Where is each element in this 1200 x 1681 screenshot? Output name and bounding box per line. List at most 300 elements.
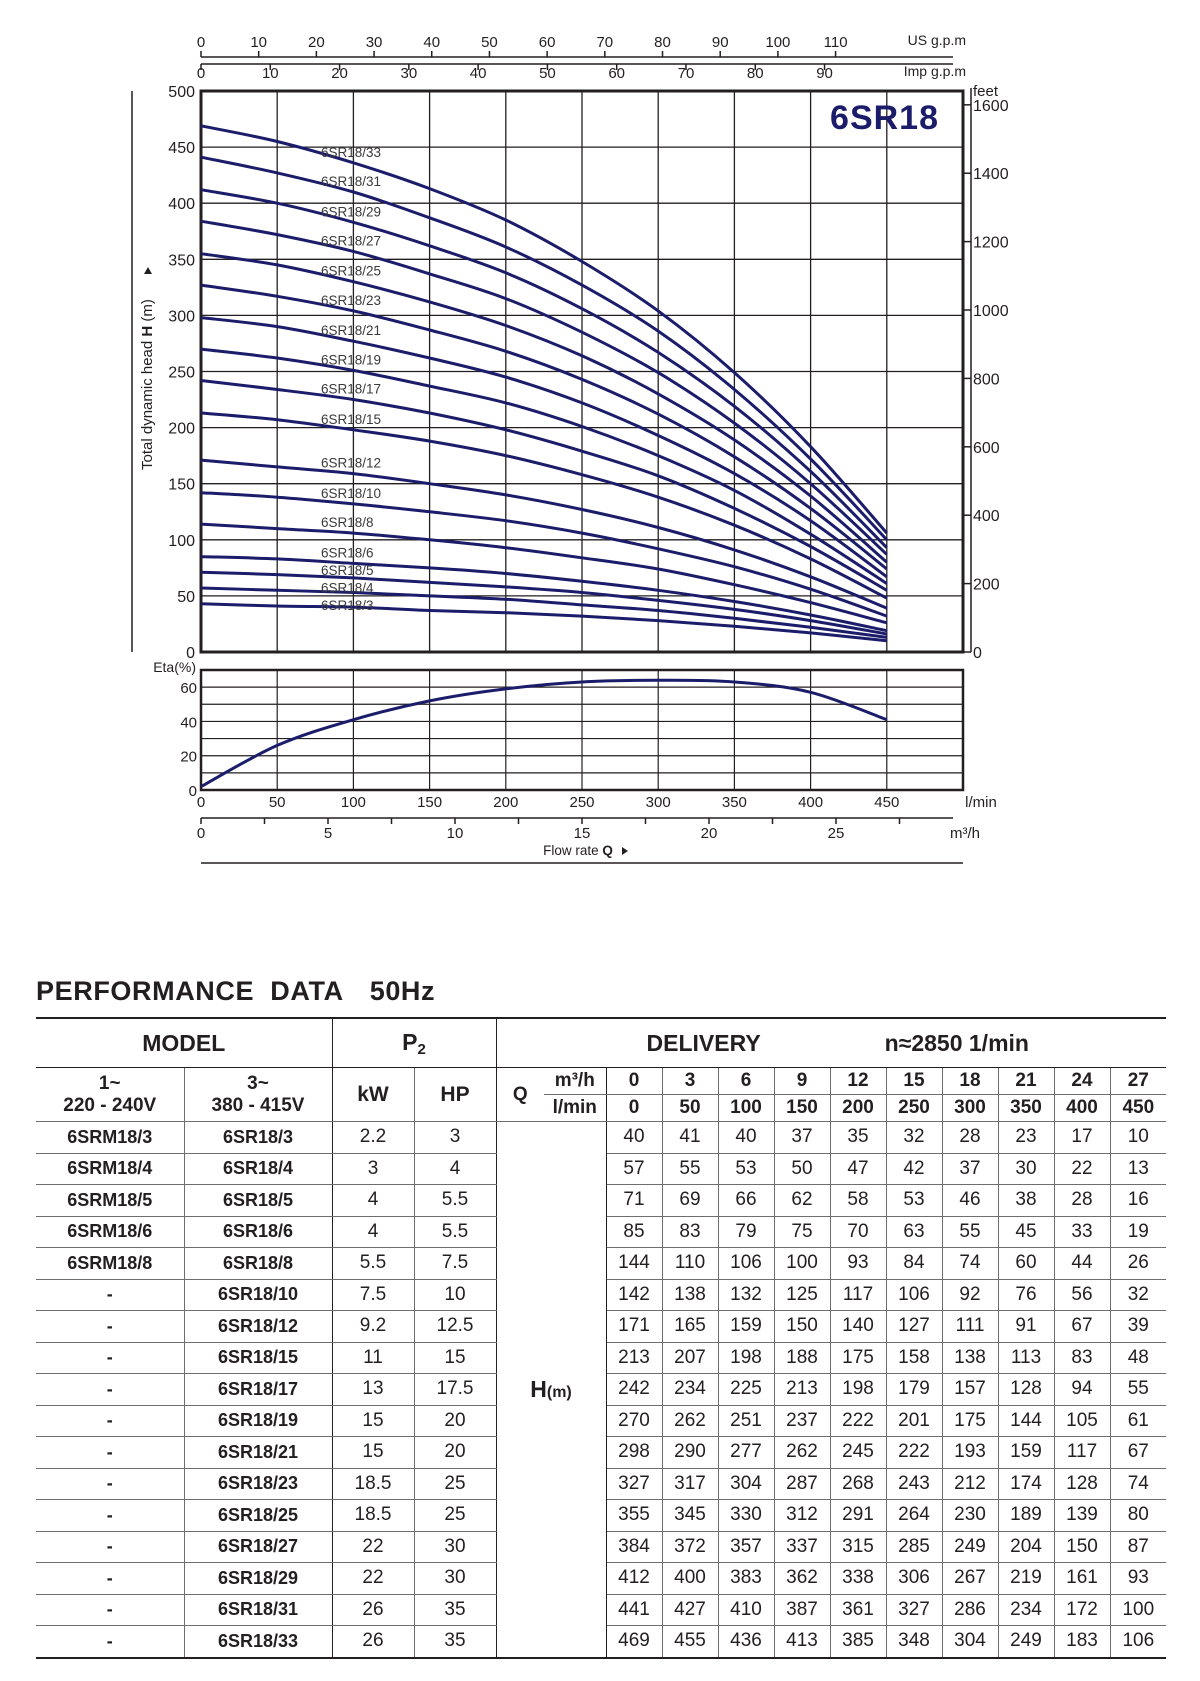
head-value: 290 bbox=[662, 1437, 718, 1469]
imp-gpm-unit: Imp g.p.m bbox=[903, 63, 966, 79]
hp-value: 25 bbox=[414, 1468, 496, 1500]
head-value: 38 bbox=[998, 1185, 1054, 1217]
p2-header bbox=[332, 1018, 496, 1068]
head-value: 128 bbox=[998, 1374, 1054, 1406]
head-value: 157 bbox=[942, 1374, 998, 1406]
head-value: 361 bbox=[830, 1594, 886, 1626]
feet-tick-label: 600 bbox=[973, 439, 1000, 457]
head-value: 441 bbox=[606, 1594, 662, 1626]
y-tick-label: 100 bbox=[168, 532, 195, 550]
performance-data-section bbox=[36, 975, 1166, 1659]
head-value: 28 bbox=[1054, 1185, 1110, 1217]
head-value: 317 bbox=[662, 1468, 718, 1500]
lmin-tick-label: 100 bbox=[340, 794, 366, 811]
head-value: 70 bbox=[830, 1216, 886, 1248]
head-value: 436 bbox=[718, 1626, 774, 1658]
head-value: 106 bbox=[718, 1248, 774, 1280]
kw-value: 4 bbox=[332, 1216, 414, 1248]
head-value: 28 bbox=[942, 1122, 998, 1154]
head-value: 30 bbox=[998, 1153, 1054, 1185]
hp-value: 17.5 bbox=[414, 1374, 496, 1406]
series-label: 6SR18/17 bbox=[321, 381, 382, 397]
head-value: 66 bbox=[718, 1185, 774, 1217]
eta-tick-label: 40 bbox=[180, 714, 197, 732]
hp-value: 10 bbox=[414, 1279, 496, 1311]
y-tick-label: 150 bbox=[168, 476, 195, 494]
head-value: 55 bbox=[1110, 1374, 1166, 1406]
feet-tick-label: 400 bbox=[973, 508, 1000, 526]
head-value: 32 bbox=[886, 1122, 942, 1154]
head-value: 315 bbox=[830, 1531, 886, 1563]
q-lmin-header: 250 bbox=[886, 1095, 942, 1122]
head-value: 262 bbox=[662, 1405, 718, 1437]
head-value: 69 bbox=[662, 1185, 718, 1217]
curve-6sr18-29 bbox=[201, 190, 887, 548]
kw-value: 22 bbox=[332, 1563, 414, 1595]
y-axis-label-part: (m) bbox=[139, 299, 156, 326]
head-value: 74 bbox=[942, 1248, 998, 1280]
head-value: 22 bbox=[1054, 1153, 1110, 1185]
kw-value: 18.5 bbox=[332, 1500, 414, 1532]
three-phase-model: 6SR18/4 bbox=[184, 1153, 332, 1185]
three-phase-model: 6SR18/23 bbox=[184, 1468, 332, 1500]
head-value: 172 bbox=[1054, 1594, 1110, 1626]
us-gpm-tick-label: 80 bbox=[654, 34, 671, 51]
series-label: 6SR18/23 bbox=[321, 292, 382, 308]
three-phase-voltage: 380 - 415V bbox=[211, 1094, 305, 1116]
single-phase-model: - bbox=[36, 1279, 184, 1311]
hp-value: 4 bbox=[414, 1153, 496, 1185]
three-phase-model: 6SR18/17 bbox=[184, 1374, 332, 1406]
eta-tick-label: 20 bbox=[180, 748, 197, 766]
single-phase-model: - bbox=[36, 1405, 184, 1437]
three-phase-model: 6SR18/10 bbox=[184, 1279, 332, 1311]
us-gpm-tick-label: 0 bbox=[196, 34, 206, 51]
feet-axis-label: feet bbox=[973, 83, 999, 100]
head-value: 35 bbox=[830, 1122, 886, 1154]
head-value: 198 bbox=[830, 1374, 886, 1406]
series-label: 6SR18/19 bbox=[321, 352, 382, 368]
q-lmin-header: 50 bbox=[662, 1095, 718, 1122]
head-value: 179 bbox=[886, 1374, 942, 1406]
head-value: 144 bbox=[606, 1248, 662, 1280]
head-value: 67 bbox=[1054, 1311, 1110, 1343]
head-value: 75 bbox=[774, 1216, 830, 1248]
q-m3h-header: 18 bbox=[942, 1068, 998, 1095]
head-value: 37 bbox=[942, 1153, 998, 1185]
head-value: 32 bbox=[1110, 1279, 1166, 1311]
head-value: 46 bbox=[942, 1185, 998, 1217]
q-lmin-header: 0 bbox=[606, 1095, 662, 1122]
head-value: 413 bbox=[774, 1626, 830, 1658]
head-value: 410 bbox=[718, 1594, 774, 1626]
head-value: 127 bbox=[886, 1311, 942, 1343]
head-value: 74 bbox=[1110, 1468, 1166, 1500]
y-axis-label-part: Total dynamic head bbox=[139, 336, 156, 470]
three-phase-model: 6SR18/3 bbox=[184, 1122, 332, 1154]
imp-gpm-tick-label: 30 bbox=[400, 65, 418, 82]
head-value: 37 bbox=[774, 1122, 830, 1154]
lmin-tick-label: 300 bbox=[645, 794, 671, 811]
series-label: 6SR18/5 bbox=[321, 562, 374, 578]
head-value: 270 bbox=[606, 1405, 662, 1437]
single-phase-model: - bbox=[36, 1342, 184, 1374]
head-value: 357 bbox=[718, 1531, 774, 1563]
head-value: 142 bbox=[606, 1279, 662, 1311]
imp-gpm-tick-label: 0 bbox=[196, 65, 206, 82]
hp-value: 7.5 bbox=[414, 1248, 496, 1280]
kw-value: 18.5 bbox=[332, 1468, 414, 1500]
hp-value: 3 bbox=[414, 1122, 496, 1154]
head-value: 251 bbox=[718, 1405, 774, 1437]
y-tick-label: 250 bbox=[168, 364, 195, 382]
head-value: 71 bbox=[606, 1185, 662, 1217]
single-phase-model: 6SRM18/5 bbox=[36, 1185, 184, 1217]
lmin-tick-label: 50 bbox=[268, 794, 286, 811]
hp-value: 35 bbox=[414, 1626, 496, 1658]
head-value: 234 bbox=[662, 1374, 718, 1406]
us-gpm-tick-label: 20 bbox=[308, 34, 325, 51]
head-label: H bbox=[530, 1375, 547, 1402]
kw-value: 15 bbox=[332, 1437, 414, 1469]
head-value: 85 bbox=[606, 1216, 662, 1248]
m3h-tick-label: 10 bbox=[446, 825, 464, 842]
eta-tick-label: 60 bbox=[180, 680, 197, 698]
head-value: 91 bbox=[998, 1311, 1054, 1343]
three-phase-model: 6SR18/5 bbox=[184, 1185, 332, 1217]
m3h-unit: m³/h bbox=[950, 825, 980, 842]
y-tick-label: 50 bbox=[177, 588, 195, 606]
y-tick-label: 300 bbox=[168, 308, 195, 326]
feet-tick-label: 0 bbox=[973, 645, 982, 662]
head-value: 277 bbox=[718, 1437, 774, 1469]
three-phase-model: 6SR18/6 bbox=[184, 1216, 332, 1248]
three-phase-model: 6SR18/29 bbox=[184, 1563, 332, 1595]
q-header: Q bbox=[496, 1068, 544, 1122]
head-value: 139 bbox=[1054, 1500, 1110, 1532]
m3h-tick-label: 5 bbox=[323, 825, 333, 842]
three-phase-model: 6SR18/12 bbox=[184, 1311, 332, 1343]
single-phase-model: - bbox=[36, 1531, 184, 1563]
series-label: 6SR18/8 bbox=[321, 515, 374, 531]
q-m3h-header: 15 bbox=[886, 1068, 942, 1095]
head-value: 201 bbox=[886, 1405, 942, 1437]
head-value: 338 bbox=[830, 1563, 886, 1595]
head-value: 207 bbox=[662, 1342, 718, 1374]
head-value: 327 bbox=[606, 1468, 662, 1500]
head-value: 144 bbox=[998, 1405, 1054, 1437]
hp-value: 25 bbox=[414, 1500, 496, 1532]
table-subheader-row-1 bbox=[36, 1068, 1166, 1095]
us-gpm-tick-label: 10 bbox=[250, 34, 268, 51]
head-value: 291 bbox=[830, 1500, 886, 1532]
imp-gpm-tick-label: 60 bbox=[608, 65, 626, 82]
head-value: 243 bbox=[886, 1468, 942, 1500]
single-phase-model: 6SRM18/6 bbox=[36, 1216, 184, 1248]
performance-title bbox=[36, 975, 1166, 1007]
head-value: 245 bbox=[830, 1437, 886, 1469]
table-row bbox=[36, 1122, 1166, 1154]
head-value: 337 bbox=[774, 1531, 830, 1563]
hp-value: 12.5 bbox=[414, 1311, 496, 1343]
head-value: 158 bbox=[886, 1342, 942, 1374]
us-gpm-tick-label: 110 bbox=[823, 34, 848, 51]
head-value: 60 bbox=[998, 1248, 1054, 1280]
head-value: 80 bbox=[1110, 1500, 1166, 1532]
us-gpm-tick-label: 60 bbox=[538, 34, 556, 51]
q-lmin-header: 150 bbox=[774, 1095, 830, 1122]
kw-value: 7.5 bbox=[332, 1279, 414, 1311]
head-value: 213 bbox=[774, 1374, 830, 1406]
single-phase-model: - bbox=[36, 1311, 184, 1343]
kw-value: 26 bbox=[332, 1626, 414, 1658]
head-value: 249 bbox=[942, 1531, 998, 1563]
series-label: 6SR18/15 bbox=[321, 411, 382, 427]
m3h-tick-label: 25 bbox=[827, 825, 845, 842]
q-m3h-header: 27 bbox=[1110, 1068, 1166, 1095]
hp-value: 15 bbox=[414, 1342, 496, 1374]
head-value: 222 bbox=[830, 1405, 886, 1437]
imp-gpm-tick-label: 90 bbox=[816, 65, 833, 82]
head-value: 193 bbox=[942, 1437, 998, 1469]
imp-gpm-tick-label: 50 bbox=[539, 65, 556, 82]
three-phase-model: 6SR18/25 bbox=[184, 1500, 332, 1532]
q-lmin-header: 400 bbox=[1054, 1095, 1110, 1122]
head-value: 58 bbox=[830, 1185, 886, 1217]
series-label: 6SR18/27 bbox=[321, 233, 382, 249]
lmin-tick-label: 350 bbox=[721, 794, 747, 811]
kw-value: 15 bbox=[332, 1405, 414, 1437]
head-value: 213 bbox=[606, 1342, 662, 1374]
single-phase-model: - bbox=[36, 1374, 184, 1406]
hp-value: 20 bbox=[414, 1405, 496, 1437]
head-value: 230 bbox=[942, 1500, 998, 1532]
head-value: 83 bbox=[1054, 1342, 1110, 1374]
single-phase-model: 6SRM18/8 bbox=[36, 1248, 184, 1280]
head-value: 39 bbox=[1110, 1311, 1166, 1343]
q-m3h-header: 9 bbox=[774, 1068, 830, 1095]
head-value: 242 bbox=[606, 1374, 662, 1406]
q-lmin-header: 350 bbox=[998, 1095, 1054, 1122]
series-label: 6SR18/31 bbox=[321, 173, 382, 189]
head-value: 57 bbox=[606, 1153, 662, 1185]
series-label: 6SR18/12 bbox=[321, 455, 382, 471]
kw-value: 5.5 bbox=[332, 1248, 414, 1280]
head-label-cell bbox=[496, 1122, 606, 1658]
head-value: 47 bbox=[830, 1153, 886, 1185]
head-value: 268 bbox=[830, 1468, 886, 1500]
unit-m3h: m³/h bbox=[544, 1068, 606, 1095]
y-tick-label: 400 bbox=[168, 196, 195, 214]
head-value: 159 bbox=[998, 1437, 1054, 1469]
feet-tick-label: 200 bbox=[973, 576, 1000, 594]
eta-axis-label: Eta(%) bbox=[153, 659, 196, 675]
head-value: 219 bbox=[998, 1563, 1054, 1595]
single-phase-model: - bbox=[36, 1468, 184, 1500]
three-phase-model: 6SR18/21 bbox=[184, 1437, 332, 1469]
imp-gpm-tick-label: 40 bbox=[469, 65, 487, 82]
head-value: 286 bbox=[942, 1594, 998, 1626]
hp-value: 30 bbox=[414, 1563, 496, 1595]
head-value: 312 bbox=[774, 1500, 830, 1532]
head-value: 10 bbox=[1110, 1122, 1166, 1154]
head-value: 55 bbox=[942, 1216, 998, 1248]
head-value: 306 bbox=[886, 1563, 942, 1595]
head-value: 225 bbox=[718, 1374, 774, 1406]
single-phase-voltage: 220 - 240V bbox=[63, 1094, 157, 1116]
x-axis-label bbox=[543, 843, 613, 858]
feet-tick-label: 1000 bbox=[973, 303, 1009, 321]
head-value: 17 bbox=[1054, 1122, 1110, 1154]
three-phase-model: 6SR18/19 bbox=[184, 1405, 332, 1437]
kw-header: kW bbox=[332, 1068, 414, 1122]
performance-title-text: PERFORMANCE DATA bbox=[36, 976, 344, 1006]
head-value: 55 bbox=[662, 1153, 718, 1185]
head-value: 105 bbox=[1054, 1405, 1110, 1437]
us-gpm-tick-label: 90 bbox=[711, 34, 729, 51]
head-value: 355 bbox=[606, 1500, 662, 1532]
kw-value: 26 bbox=[332, 1594, 414, 1626]
head-value: 110 bbox=[662, 1248, 718, 1280]
head-value: 264 bbox=[886, 1500, 942, 1532]
head-value: 150 bbox=[1054, 1531, 1110, 1563]
three-phase-model: 6SR18/31 bbox=[184, 1594, 332, 1626]
y-tick-label: 450 bbox=[168, 140, 195, 158]
three-phase-model: 6SR18/8 bbox=[184, 1248, 332, 1280]
head-value: 469 bbox=[606, 1626, 662, 1658]
head-value: 140 bbox=[830, 1311, 886, 1343]
head-value: 13 bbox=[1110, 1153, 1166, 1185]
head-value: 304 bbox=[942, 1626, 998, 1658]
eta-tick-label: 0 bbox=[188, 783, 197, 800]
head-value: 40 bbox=[718, 1122, 774, 1154]
hp-value: 35 bbox=[414, 1594, 496, 1626]
head-value: 412 bbox=[606, 1563, 662, 1595]
head-value: 53 bbox=[886, 1185, 942, 1217]
head-value: 183 bbox=[1054, 1626, 1110, 1658]
q-lmin-header: 200 bbox=[830, 1095, 886, 1122]
hp-value: 5.5 bbox=[414, 1185, 496, 1217]
single-phase-symbol: 1~ bbox=[98, 1072, 121, 1094]
head-value: 204 bbox=[998, 1531, 1054, 1563]
curve-6sr18-8 bbox=[201, 524, 887, 623]
m3h-tick-label: 20 bbox=[700, 825, 718, 842]
y-tick-label: 200 bbox=[168, 420, 195, 438]
head-value: 285 bbox=[886, 1531, 942, 1563]
head-value: 383 bbox=[718, 1563, 774, 1595]
head-value: 53 bbox=[718, 1153, 774, 1185]
q-lmin-header: 450 bbox=[1110, 1095, 1166, 1122]
feet-tick-label: 800 bbox=[973, 371, 1000, 389]
q-m3h-header: 21 bbox=[998, 1068, 1054, 1095]
y-tick-label: 500 bbox=[168, 84, 195, 101]
single-phase-model: 6SRM18/3 bbox=[36, 1122, 184, 1154]
head-value: 327 bbox=[886, 1594, 942, 1626]
kw-value: 2.2 bbox=[332, 1122, 414, 1154]
y-axis-arrow-icon bbox=[144, 267, 152, 274]
lmin-tick-label: 250 bbox=[569, 794, 595, 811]
head-value: 362 bbox=[774, 1563, 830, 1595]
delivery-label: DELIVERY bbox=[646, 1029, 761, 1056]
series-label: 6SR18/25 bbox=[321, 263, 382, 279]
head-value: 16 bbox=[1110, 1185, 1166, 1217]
imp-gpm-tick-label: 20 bbox=[331, 65, 348, 82]
head-value: 125 bbox=[774, 1279, 830, 1311]
head-value: 198 bbox=[718, 1342, 774, 1374]
kw-value: 9.2 bbox=[332, 1311, 414, 1343]
speed-label: n≈2850 1/min bbox=[884, 1029, 1029, 1056]
head-value: 128 bbox=[1054, 1468, 1110, 1500]
p2-letter: P bbox=[402, 1028, 418, 1055]
series-label: 6SR18/3 bbox=[321, 598, 374, 614]
y-tick-label: 0 bbox=[186, 645, 195, 662]
us-gpm-tick-label: 40 bbox=[423, 34, 441, 51]
feet-tick-label: 1400 bbox=[973, 166, 1009, 184]
efficiency-curve bbox=[201, 680, 887, 786]
head-value: 372 bbox=[662, 1531, 718, 1563]
lmin-tick-label: 0 bbox=[196, 794, 206, 811]
head-value: 132 bbox=[718, 1279, 774, 1311]
head-value: 237 bbox=[774, 1405, 830, 1437]
y-axis-label-part: H bbox=[139, 325, 156, 337]
head-value: 171 bbox=[606, 1311, 662, 1343]
head-value: 330 bbox=[718, 1500, 774, 1532]
three-phase-model: 6SR18/33 bbox=[184, 1626, 332, 1658]
m3h-tick-label: 15 bbox=[573, 825, 591, 842]
kw-value: 3 bbox=[332, 1153, 414, 1185]
head-value: 100 bbox=[1110, 1594, 1166, 1626]
lmin-unit: l/min bbox=[965, 794, 997, 811]
head-value: 234 bbox=[998, 1594, 1054, 1626]
y-tick-label: 350 bbox=[168, 252, 195, 270]
head-value: 23 bbox=[998, 1122, 1054, 1154]
hp-value: 5.5 bbox=[414, 1216, 496, 1248]
head-value: 117 bbox=[830, 1279, 886, 1311]
head-value: 345 bbox=[662, 1500, 718, 1532]
three-phase-model: 6SR18/27 bbox=[184, 1531, 332, 1563]
q-m3h-header: 12 bbox=[830, 1068, 886, 1095]
m3h-tick-label: 0 bbox=[196, 825, 206, 842]
head-value: 44 bbox=[1054, 1248, 1110, 1280]
head-value: 427 bbox=[662, 1594, 718, 1626]
x-axis-arrow-icon bbox=[622, 847, 628, 855]
head-value: 106 bbox=[1110, 1626, 1166, 1658]
us-gpm-tick-label: 50 bbox=[481, 34, 498, 51]
p2-subscript: 2 bbox=[417, 1040, 426, 1058]
series-label: 6SR18/6 bbox=[321, 545, 374, 561]
lmin-tick-label: 450 bbox=[874, 794, 900, 811]
head-value: 63 bbox=[886, 1216, 942, 1248]
head-value: 304 bbox=[718, 1468, 774, 1500]
kw-value: 11 bbox=[332, 1342, 414, 1374]
head-value: 33 bbox=[1054, 1216, 1110, 1248]
delivery-header bbox=[496, 1018, 1166, 1068]
feet-tick-label: 1200 bbox=[973, 234, 1009, 252]
head-value: 138 bbox=[942, 1342, 998, 1374]
head-value: 348 bbox=[886, 1626, 942, 1658]
q-m3h-header: 0 bbox=[606, 1068, 662, 1095]
head-value: 94 bbox=[1054, 1374, 1110, 1406]
head-value: 50 bbox=[774, 1153, 830, 1185]
head-value: 175 bbox=[942, 1405, 998, 1437]
head-value: 298 bbox=[606, 1437, 662, 1469]
frequency-label: 50Hz bbox=[369, 976, 436, 1006]
q-m3h-header: 3 bbox=[662, 1068, 718, 1095]
series-label: 6SR18/10 bbox=[321, 485, 382, 501]
head-value: 61 bbox=[1110, 1405, 1166, 1437]
head-value: 106 bbox=[886, 1279, 942, 1311]
head-value: 48 bbox=[1110, 1342, 1166, 1374]
